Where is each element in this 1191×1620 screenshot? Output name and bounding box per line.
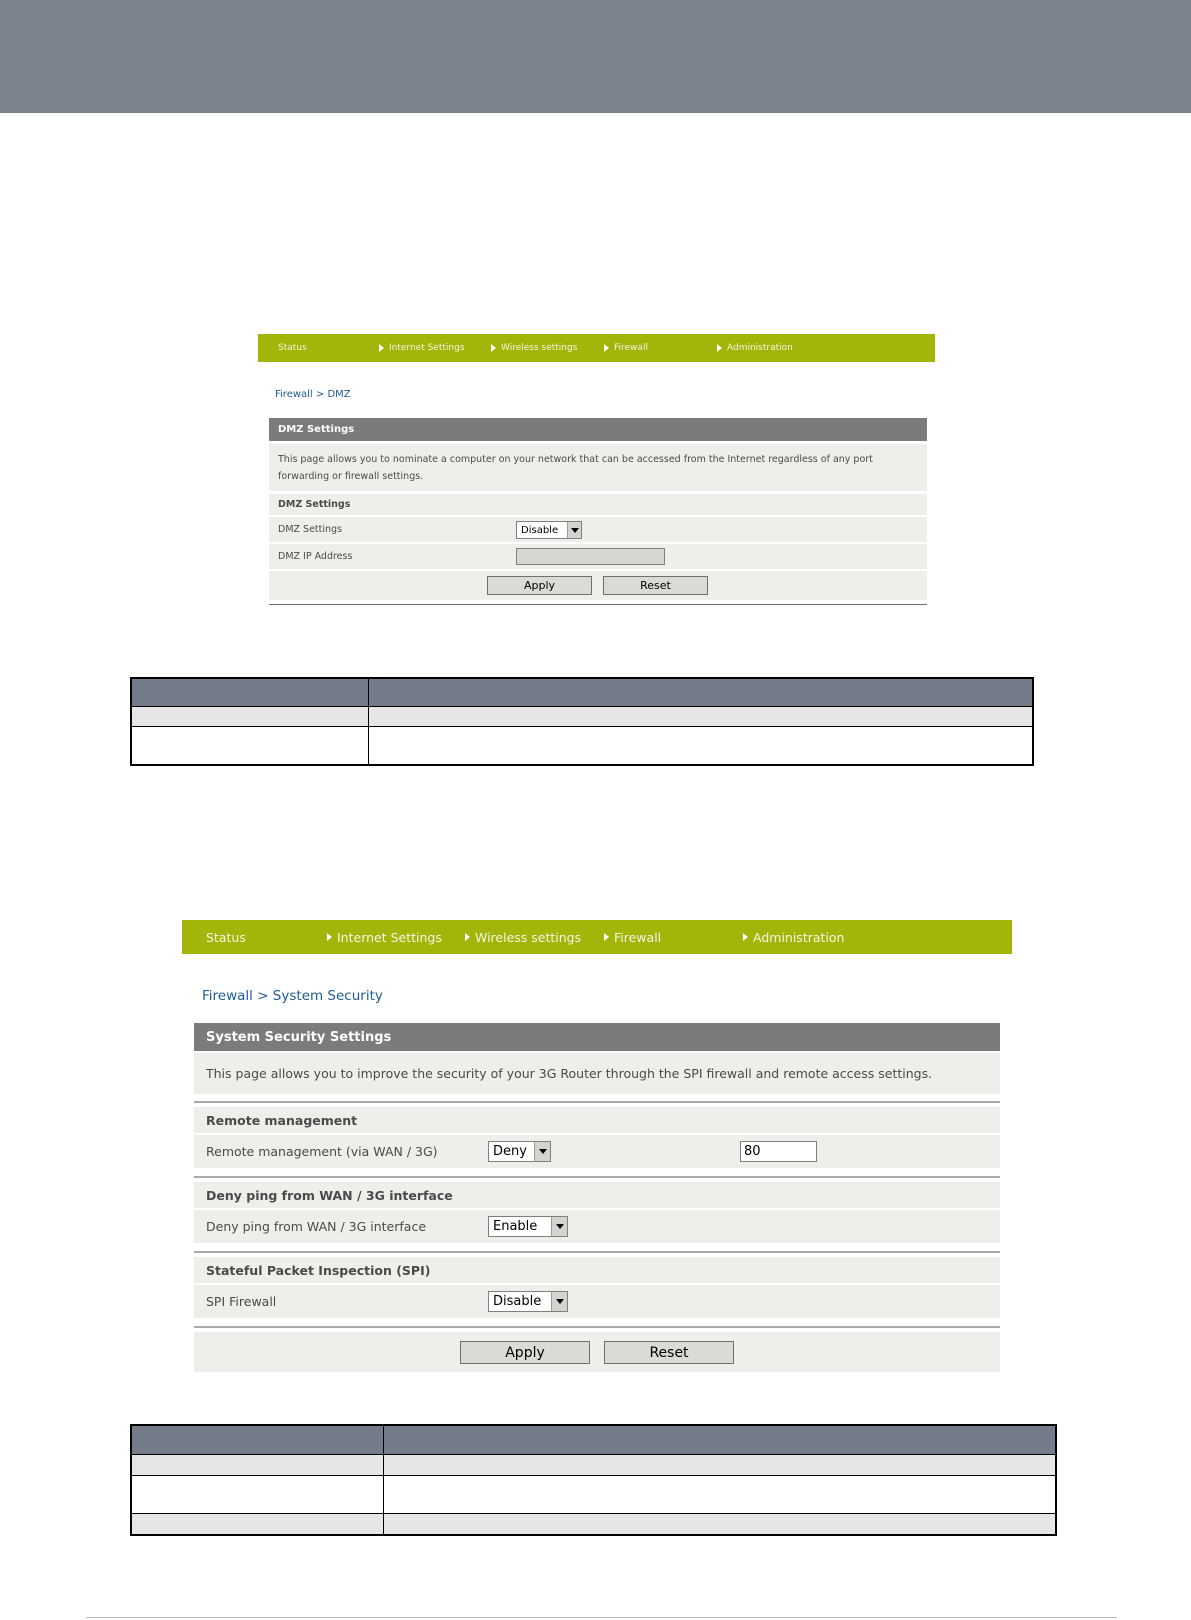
reset-button[interactable]: Reset <box>603 576 708 595</box>
arrow-right-icon <box>465 933 470 941</box>
nav-internet-settings[interactable]: Internet Settings <box>379 334 465 362</box>
nav-status[interactable]: Status <box>206 929 246 945</box>
dmz-settings-row <box>269 517 927 542</box>
dmz-description-table <box>130 677 1034 766</box>
reset-button[interactable]: Reset <box>604 1341 734 1364</box>
table-header <box>132 679 1032 706</box>
column-divider <box>368 679 369 764</box>
panel-header: System Security Settings <box>194 1023 1000 1051</box>
nav-firewall[interactable]: Firewall <box>604 334 648 362</box>
dmz-settings-label: DMZ Settings <box>278 524 343 535</box>
dmz-ip-label: DMZ IP Address <box>278 551 353 562</box>
nav-firewall[interactable]: Firewall <box>604 920 661 954</box>
section-header-row <box>269 494 927 515</box>
spi-firewall-row <box>194 1285 1000 1318</box>
section-title: Remote management <box>206 1112 358 1128</box>
table-header <box>132 1426 1055 1454</box>
panel-header: DMZ Settings <box>269 418 927 441</box>
dmz-ip-input[interactable] <box>516 548 665 565</box>
table-row <box>132 1475 1055 1513</box>
bottom-separator <box>269 604 927 605</box>
deny-ping-row <box>194 1210 1000 1243</box>
nav-status[interactable]: Status <box>278 343 307 353</box>
table-row <box>132 1454 1055 1475</box>
section-separator <box>194 1326 1000 1328</box>
nav-internet-settings[interactable]: Internet Settings <box>327 920 442 954</box>
ping-section-header <box>194 1182 1000 1208</box>
dmz-settings-select[interactable]: Disable <box>516 521 582 539</box>
remote-management-label: Remote management (via WAN / 3G) <box>206 1144 438 1159</box>
spi-firewall-select[interactable]: Disable <box>488 1291 568 1312</box>
section-separator <box>194 1176 1000 1178</box>
description-row <box>269 444 927 491</box>
security-screenshot <box>182 920 1012 1372</box>
dmz-navbar <box>258 334 935 362</box>
nav-wireless-settings[interactable]: Wireless settings <box>491 334 577 362</box>
breadcrumb: Firewall > System Security <box>202 988 383 1004</box>
dropdown-arrow-icon <box>534 1142 550 1161</box>
footer-rule <box>86 1617 1117 1618</box>
dmz-ip-row <box>269 544 927 569</box>
deny-ping-select[interactable]: Enable <box>488 1216 568 1237</box>
section-title: Deny ping from WAN / 3G interface <box>206 1187 453 1203</box>
page-description: This page allows you to nominate a computer on your network that can be accessed from the Internet regardless of any port forwarding or firewall settings. <box>278 453 873 482</box>
column-divider <box>383 1426 384 1534</box>
arrow-right-icon <box>491 344 496 352</box>
security-description-table <box>130 1424 1057 1536</box>
arrow-right-icon <box>327 933 332 941</box>
security-navbar <box>182 920 1012 954</box>
apply-button[interactable]: Apply <box>487 576 592 595</box>
section-title: DMZ Settings <box>278 499 351 510</box>
remote-management-select[interactable]: Deny <box>488 1141 551 1162</box>
arrow-right-icon <box>379 344 384 352</box>
remote-section-header <box>194 1107 1000 1133</box>
spi-section-header <box>194 1257 1000 1283</box>
breadcrumb: Firewall > DMZ <box>275 389 351 400</box>
table-row <box>132 726 1032 764</box>
button-row <box>269 571 927 600</box>
remote-port-input[interactable]: 80 <box>740 1141 817 1162</box>
arrow-right-icon <box>717 344 722 352</box>
arrow-right-icon <box>743 933 748 941</box>
nav-administration[interactable]: Administration <box>743 920 844 954</box>
table-row <box>132 706 1032 726</box>
description-row <box>194 1053 1000 1094</box>
spi-firewall-label: SPI Firewall <box>206 1294 277 1309</box>
section-separator <box>194 1251 1000 1253</box>
arrow-right-icon <box>604 933 609 941</box>
section-title: Stateful Packet Inspection (SPI) <box>206 1262 431 1278</box>
system-security-panel <box>194 1023 1000 1372</box>
dmz-screenshot <box>258 334 935 606</box>
nav-administration[interactable]: Administration <box>717 334 793 362</box>
apply-button[interactable]: Apply <box>460 1341 590 1364</box>
deny-ping-label: Deny ping from WAN / 3G interface <box>206 1219 427 1234</box>
button-row <box>194 1332 1000 1372</box>
remote-management-row <box>194 1135 1000 1168</box>
page-description: This page allows you to improve the security of your 3G Router through the SPI firewall and remote access settings. <box>206 1066 933 1081</box>
section-separator <box>194 1101 1000 1103</box>
dropdown-arrow-icon <box>551 1292 567 1311</box>
dropdown-arrow-icon <box>567 522 581 538</box>
table-row <box>132 1513 1055 1534</box>
top-banner <box>0 0 1191 113</box>
dmz-settings-panel <box>269 418 927 606</box>
nav-wireless-settings[interactable]: Wireless settings <box>465 920 581 954</box>
arrow-right-icon <box>604 344 609 352</box>
dropdown-arrow-icon <box>551 1217 567 1236</box>
